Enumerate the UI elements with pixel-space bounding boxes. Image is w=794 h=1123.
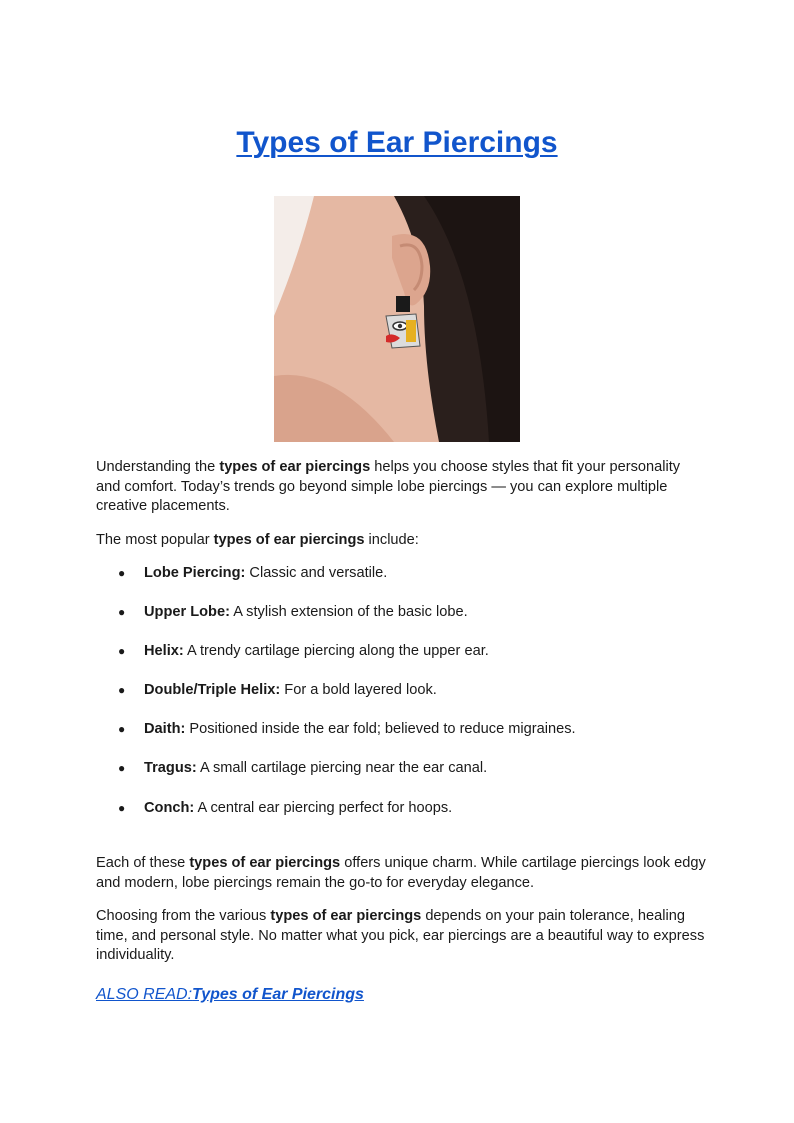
ear-earring-photo [274,196,520,442]
choosing-paragraph: Choosing from the various types of ear piercings depends on your pain tolerance, healing time, and personal style. No matter what you pick, ear piercings are a beautiful way to express individuality. [96,908,705,964]
list-item: ● Daith: Positioned inside the ear fold; believed to reduce migraines. [96,720,706,740]
intro-paragraph: Understanding the types of ear piercings helps you choose styles that fit your personality and comfort. Today’s trends go beyond simple lobe piercings — you can explore multiple creative placements. [96,459,681,514]
list-item: ● Lobe Piercing: Classic and versatile. [96,564,706,584]
bullet-icon: ● [118,566,126,580]
list-item: ● Upper Lobe: A stylish extension of the basic lobe. [96,603,706,623]
bullet-icon: ● [118,722,126,737]
bullet-icon: ● [118,683,126,698]
page-title[interactable]: Types of Ear Piercings [236,126,558,159]
list-item: ● Helix: A trendy cartilage piercing along the upper ear. [96,642,706,662]
bullet-icon: ● [118,761,126,776]
charm-paragraph: Each of these types of ear piercings offers unique charm. While cartilage piercings look edgy and modern, lobe piercings remain the go-to for everyday elegance. [96,855,706,891]
bullet-icon: ● [118,605,126,620]
piercing-list [96,564,706,818]
bullet-icon: ● [118,800,126,815]
popular-intro: The most popular types of ear piercings include: [96,531,419,548]
list-item: ● Double/Triple Helix: For a bold layered look. [96,681,706,701]
list-item: ● Tragus: A small cartilage piercing near the ear canal. [96,759,706,779]
bullet-icon: ● [118,644,126,659]
list-item: ● Conch: A central ear piercing perfect for hoops. [96,799,706,819]
article-body [96,458,706,1004]
also-read-link[interactable]: ALSO READ:Types of Ear Piercings [96,985,364,1003]
